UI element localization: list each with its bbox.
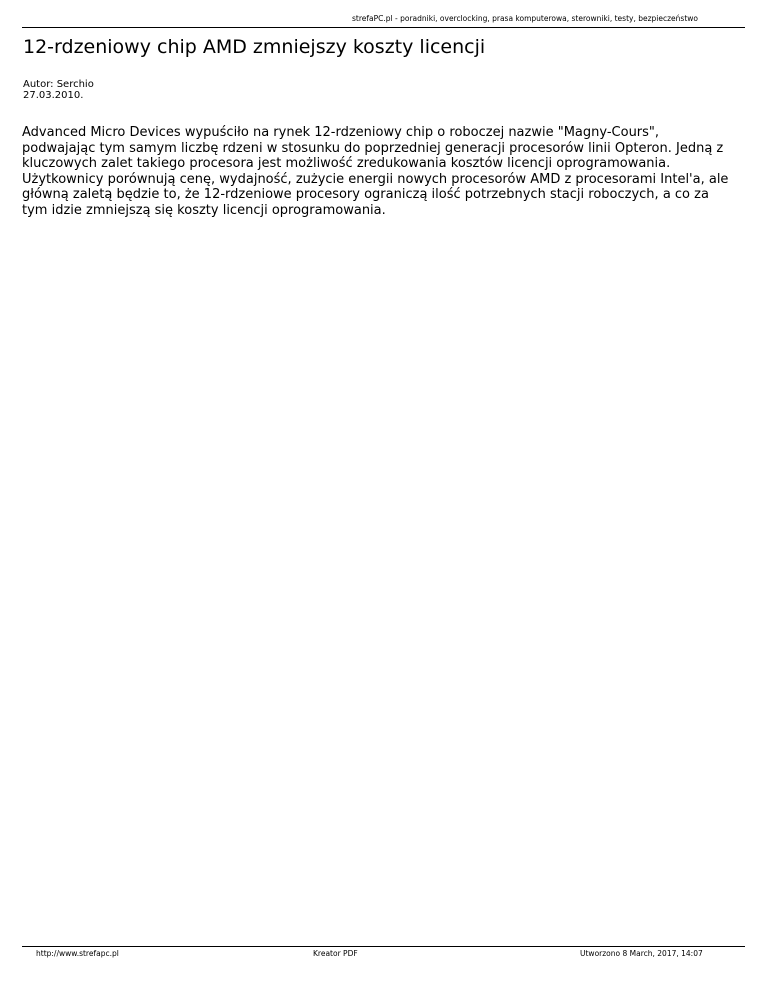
article-date: 27.03.2010.	[23, 90, 84, 101]
footer-created-date: Utworzono 8 March, 2017, 14:07	[580, 949, 703, 958]
article-meta	[23, 79, 94, 101]
article-author: Autor: Serchio	[23, 79, 94, 90]
article-body	[22, 125, 734, 218]
article-title: 12-rdzeniowy chip AMD zmniejszy koszty licencji	[23, 36, 486, 58]
footer-generator: Kreator PDF	[313, 949, 358, 958]
article-paragraph: Advanced Micro Devices wypuściło na rynek 12-rdzeniowy chip o roboczej nazwie "Magny-Cours", podwajając tym samym liczbę rdzeni w stosunku do poprzedniej generacji procesorów linii Opteron. Jedną z kluczowych zalet takiego procesora jest możliwość zredukowania kosztów licencji oprogramowania.	[22, 125, 724, 171]
footer-site-url: http://www.strefapc.pl	[36, 949, 119, 958]
site-header-tagline: strefaPC.pl - poradniki, overclocking, prasa komputerowa, sterowniki, testy, bezpieczeństwo	[352, 14, 698, 23]
header-divider	[22, 27, 745, 28]
footer-divider	[22, 946, 745, 947]
page-footer	[0, 949, 768, 961]
article-paragraph: Użytkownicy porównują cenę, wydajność, zużycie energii nowych procesorów AMD z procesorami Intel'a, ale główną zaletą będzie to, że 12-rdzeniowe procesory ograniczą ilość potrzebnych stacji roboczych, a co za tym idzie zmniejszą się koszty licencji oprogramowania.	[22, 171, 729, 218]
